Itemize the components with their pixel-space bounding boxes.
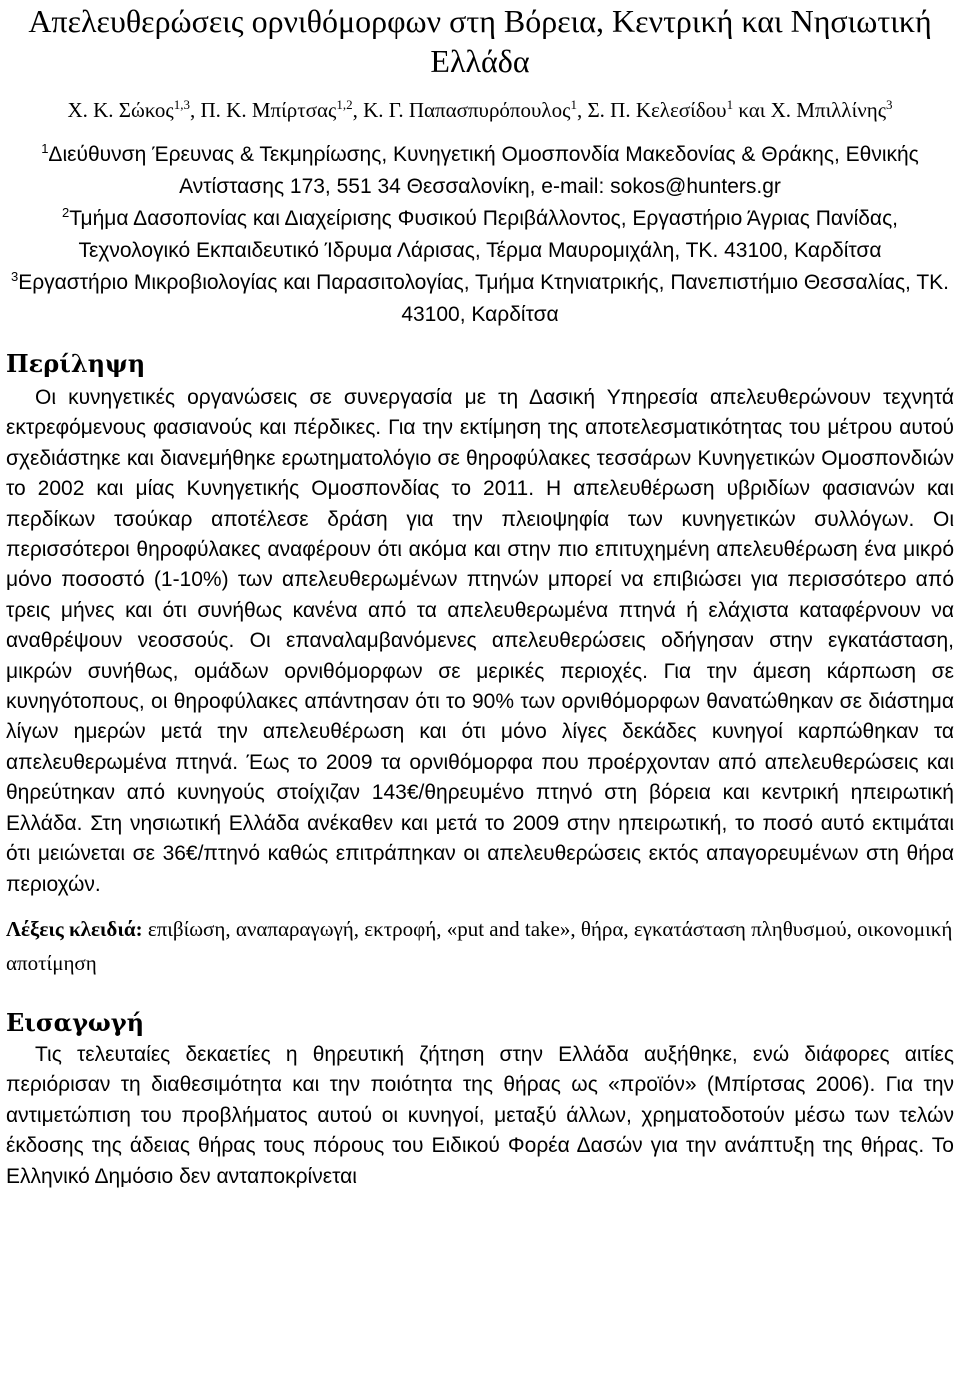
paper-title: Απελευθερώσεις ορνιθόμορφων στη Βόρεια, Κεντρική και Νησιωτική Ελλάδα <box>28 3 932 79</box>
author: Χ. Κ. Σώκος$^{1,3}$, <box>67 97 201 122</box>
keywords-text: επιβίωση, αναπαραγωγή, εκτροφή, «put and take», θήρα, εγκατάσταση πληθυσμού, οικονομική αποτίμηση <box>6 916 953 975</box>
keywords <box>6 912 954 980</box>
affiliation: $^2$Τμήμα Δασοπονίας και Διαχείρισης Φυσικού Περιβάλλοντος, Εργαστήριο Άγριας Πανίδας, Τεχνολογικό Εκπαιδευτικό Ίδρυμα Λάρισας, Τέρμα Μαυρομιχάλη, ΤΚ. 43100, Καρδίτσα <box>61 205 899 262</box>
affiliation: $^1$Διεύθυνση Έρευνας & Τεκμηρίωσης, Κυνηγετική Ομοσπονδία Μακεδονίας & Θράκης, Εθνικής Αντίστασης 173, 551 34 Θεσσαλονίκη, e-mail: sokos@hunters.gr <box>41 141 919 198</box>
affiliation-list <box>6 139 954 331</box>
author: Π. Κ. Μπίρτσας$^{1,2}$, <box>200 97 364 122</box>
author: Κ. Γ. Παπασπυρόπουλος$^1$, <box>363 97 588 122</box>
author: Σ. Π. Κελεσίδου$^1$ και <box>587 97 771 122</box>
introduction-heading: Εισαγωγή <box>6 1007 145 1037</box>
author: Χ. Μπιλλίνης$^3$ <box>770 97 893 122</box>
abstract-heading: Περίληψη <box>6 349 146 378</box>
abstract-paragraph: Οι κυνηγετικές οργανώσεις σε συνεργασία με τη Δασική Υπηρεσία απελευθερώνουν τεχνητά εκτρεφόμενους φασιανούς και πέρδικες. Για την εκτίμηση της αποτελεσματικότητας του μέτρου αυτού σχεδιάστηκε και διανεμήθηκε ερωτηματολόγιο σε θηροφύλακες τεσσάρων Κυνηγετικών Ομοσπονδιών το 2002 και μίας Κυνηγετικής Ομοσπονδίας το 2011. Η απελευθέρωση υβριδίων φασιανών και περδίκων τσούκαρ αποτέλεσε δράση για την πλειοψηφία των κυνηγετικών συλλόγων. Οι περισσότεροι θηροφύλακες αναφέρουν ότι ακόμα και στην πιο επιτυχημένη απελευθέρωση ένα μικρό μόνο ποσοστό (1-10%) των απελευθερωμένων πτηνών μπορεί να επιβιώσει για περισσότερο από τρεις μήνες και ότι συνήθως κανένα από τα απελευθερωμένα πτηνά ή ελάχιστα καταφέρνουν να αναθρέψουν νεοσσούς. Οι επαναλαμβανόμενες απελευθερώσεις οδήγησαν στην εγκατάσταση, μικρών συνήθως, ομάδων ορνιθόμορφων σε μερικές περιοχές. Για την άμεση κάρπωση σε κυνηγότοπους, οι θηροφύλακες απάντησαν ότι το 90% των ορνιθόμορφων θανατώθηκαν σε διάστημα λίγων ημερών μετά την απελευθέρωση και ότι μόνο λίγες δεκάδες κυνηγοί καρπώθηκαν τα απελευθερωμένα πτηνά. Έως το 2009 τα ορνιθόμορφα που προέρχονταν από απελευθερώσεις και θηρεύτηκαν από κυνηγούς στοίχιζαν 143€/θηρευμένο πτηνό στη βόρεια και κεντρική ηπειρωτική Ελλάδα. Στη νησιωτική Ελλάδα ανέκαθεν και μετά το 2009 στην ηπειρωτική, το ποσό αυτό εκτιμάται ότι μειώνεται σε 36€/πτηνό καθώς επιτράπηκαν οι απελευθερώσεις εκτός απαγορευμένων στη θήρα περιοχών. <box>6 386 954 896</box>
introduction-paragraph: Τις τελευταίες δεκαετίες η θηρευτική ζήτηση στην Ελλάδα αυξήθηκε, ενώ διάφορες αιτίες περιόρισαν τη διαθεσιμότητα και την ποιότητα της θήρας ως «προϊόν» (Μπίρτσας 2006). Για την αντιμετώπιση του προβλήματος αυτού οι κυνηγοί, μεταξύ άλλων, χρηματοδοτούν μέσω των τελών έκδοσης της άδειας θήρας τους πόρους του Ειδικού Φορέα Δασών για την ανάπτυξη της θήρας. Το Ελληνικό Δημόσιο δεν ανταποκρίνεται <box>6 1042 954 1188</box>
author-list <box>6 95 954 125</box>
keywords-label: Λέξεις κλειδιά: <box>6 916 143 941</box>
affiliation: $^3$Εργαστήριο Μικροβιολογίας και Παρασιτολογίας, Τμήμα Κτηνιατρικής, Πανεπιστήμιο Θεσσαλίας, ΤΚ. 43100, Καρδίτσα <box>10 269 950 326</box>
